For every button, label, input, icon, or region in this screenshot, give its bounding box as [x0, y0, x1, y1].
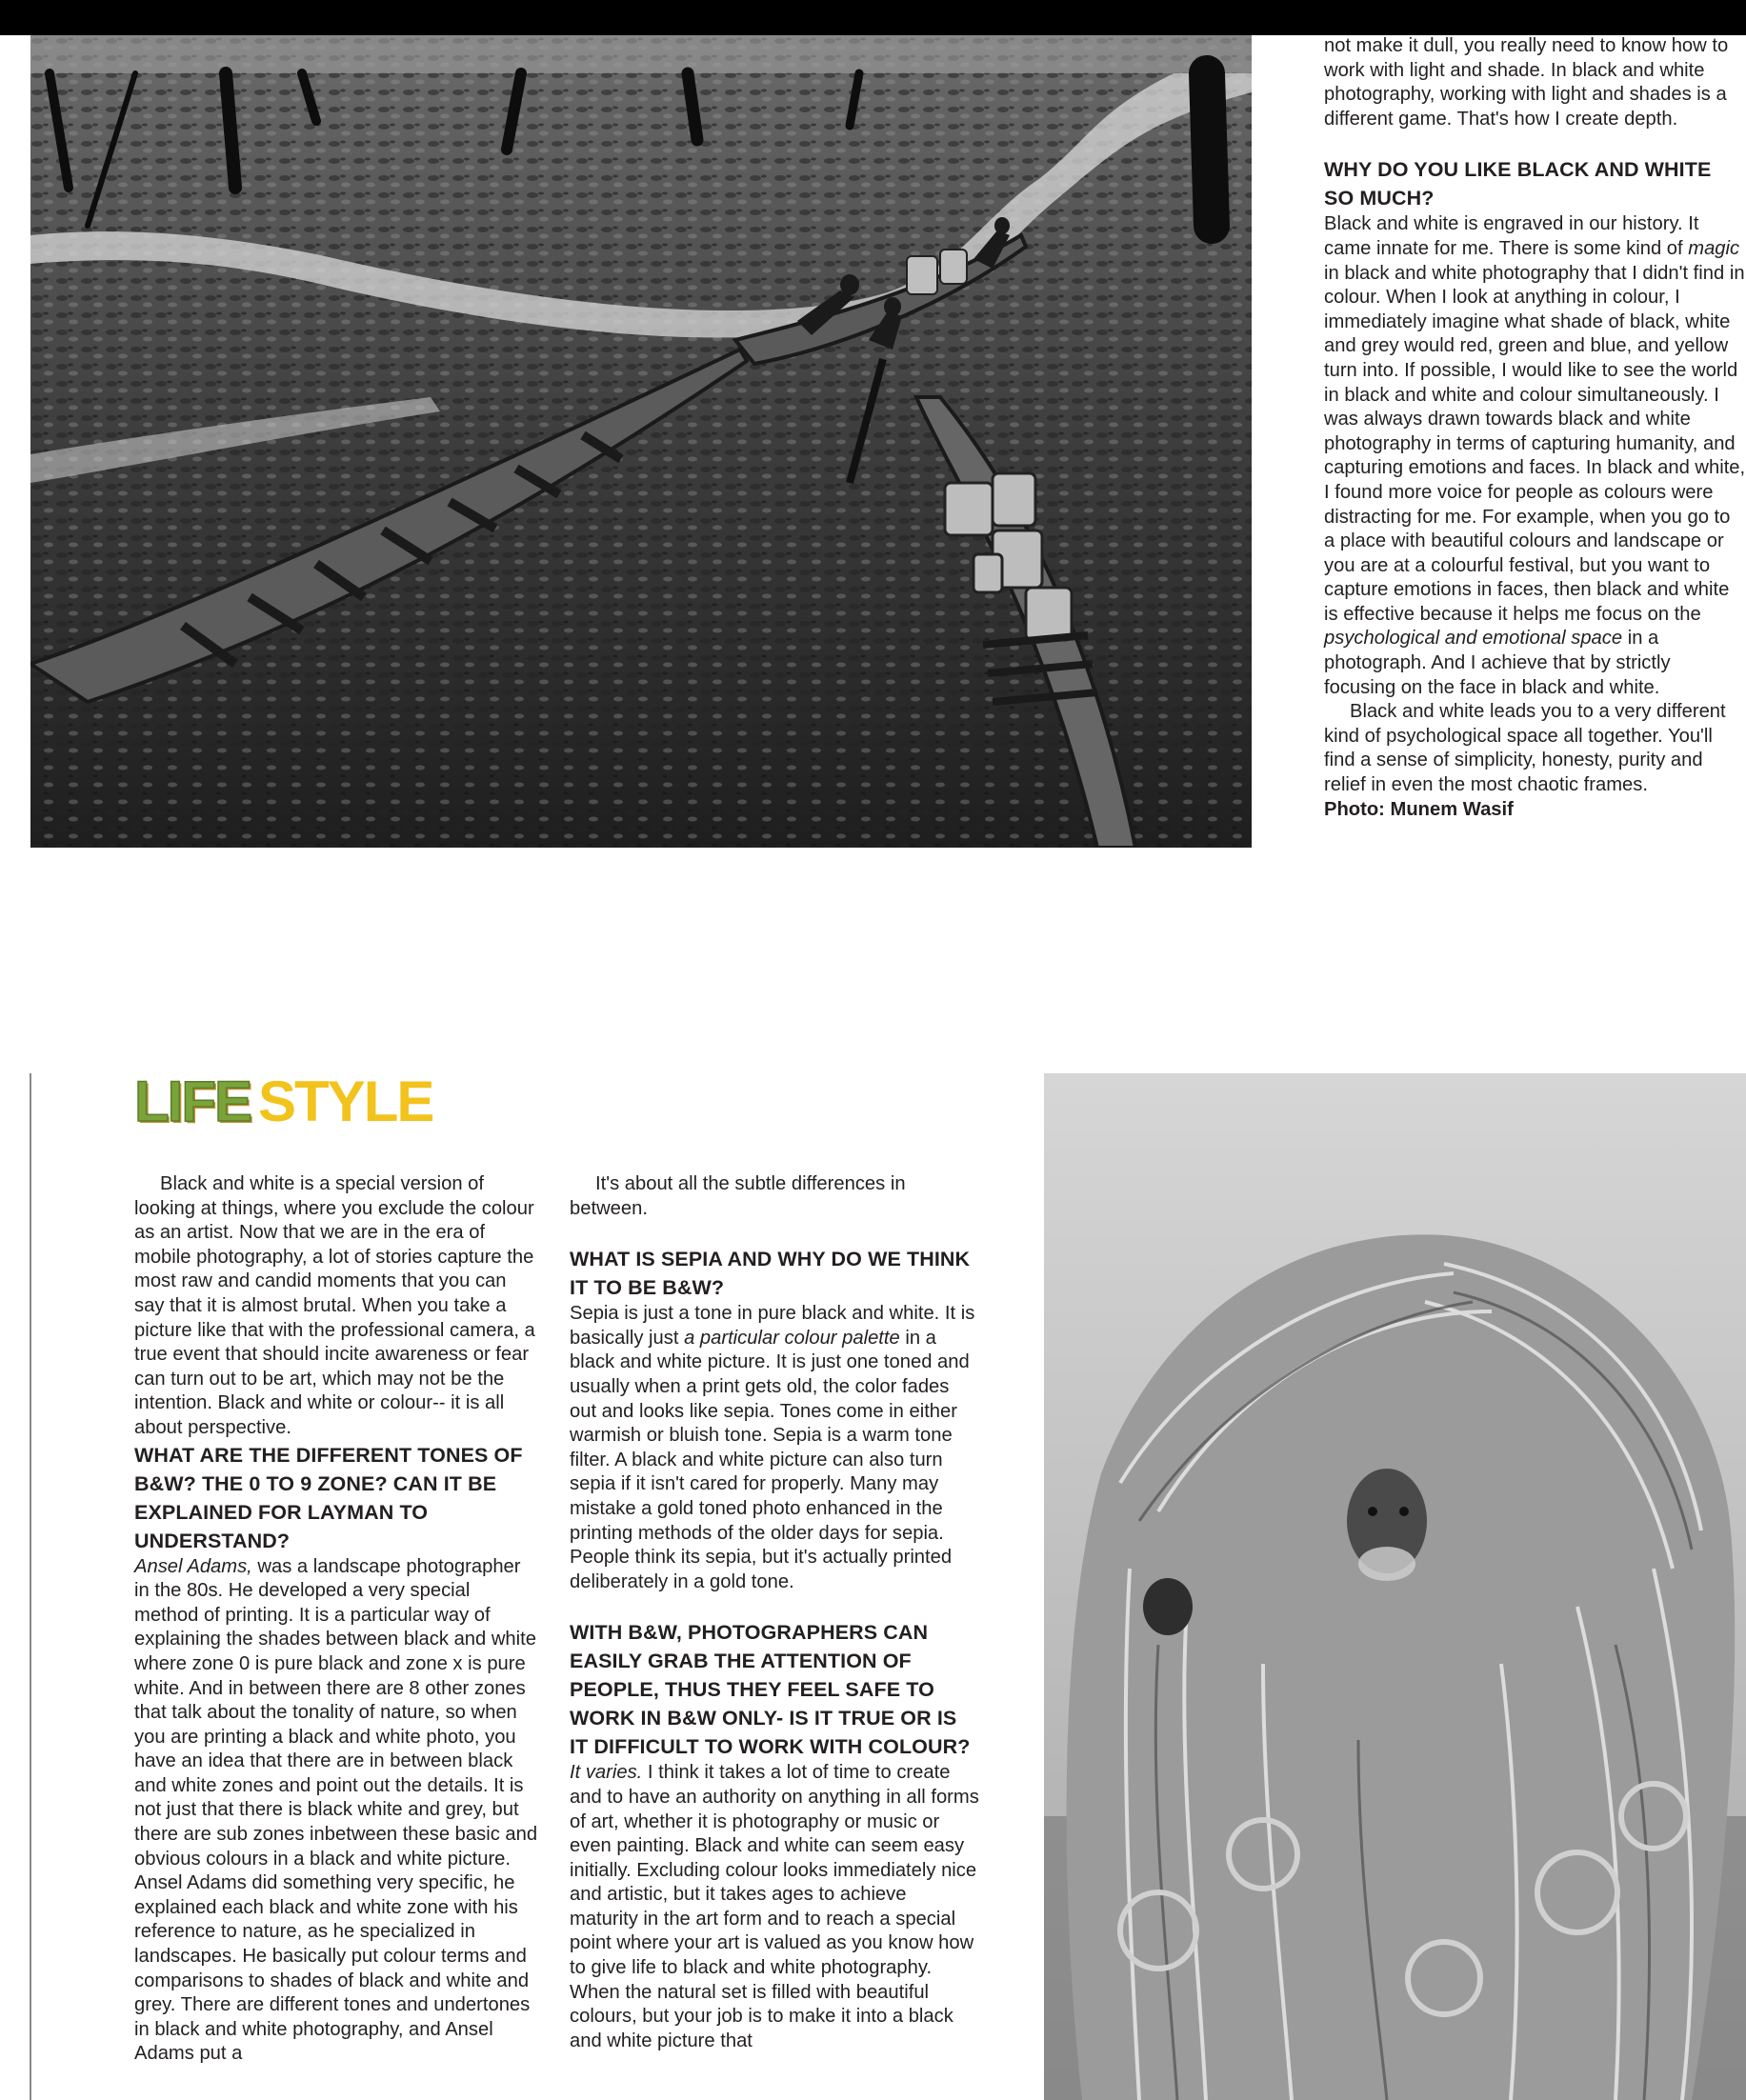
lifestyle-logo: [134, 1069, 432, 1131]
photo-credit: Photo: Munem Wasif: [1324, 798, 1514, 820]
jute-portrait-photo: [1044, 1073, 1746, 2100]
paragraph: It's about all the subtle differences in between.: [570, 1173, 906, 1219]
answer-paragraph: Black and white is engraved in our history. It came innate for me. There is some kind of magic in black and white photography that I didn't find in colour. When I look at anything in colour, I immediately imagine what shade of black, white and grey would red, green and blue, and yellow turn into. If possible, I would like to see the world in black and white and colour simultaneously. I was always drawn towards black and white photography in terms of capturing humanity, and capturing emotions and faces. In black and white, I found more voice for people as colours were distracting for me. For example, when you go to a place with beautiful colours and landscape or you are at a colourful festival, but you want to capture emotions in faces, then black and white is effective because it helps me focus on the psychological and emotional space in a photograph. And I achieve that by strictly focusing on the face in black and white.: [1324, 213, 1746, 698]
logo-life-word: LIFE: [134, 1070, 251, 1133]
answer-paragraph: It varies. I think it takes a lot of time to create and to have an authority on anything in all forms of art, whether it is photography or music or even painting. Black and white can seem easy initially. Excluding colour looks immediately nice and artistic, but it takes ages to achieve maturity in the art form and to reach a special point where your art is valued as you know how to give life to black and white photography. When the natural set is filled with beautiful colours, but your job is to make it into a black and white picture that: [570, 1762, 979, 2051]
paragraph: Black and white leads you to a very different kind of psychological space all together. You'll find a sense of simplicity, honesty, purity and relief in even the most chaotic frames.: [1324, 701, 1726, 796]
boats-photo: [30, 35, 1252, 848]
answer-paragraph: Ansel Adams, was a landscape photographer in the 80s. He developed a very special method of printing. It is a particular way of explaining the shades between black and white where zone 0 is pure black and zone x is pure white. And in between there are 8 other zones that talk about the tonality of nature, so when you are printing a black and white photo, you have an idea that there are in between black and white zones and point out the details. It is not just that there is black white and grey, but there are sub zones inbetween these basic and obvious colours in a black and white picture. Ansel Adams did something very specific, he explained each black and white zone with his reference to nature, as he specialized in landscapes. He basically put colour terms and comparisons to shades of black and white and grey. There are different tones and undertones in black and white photography, and Ansel Adams put a: [134, 1555, 538, 2065]
page-margin-rule: [30, 1073, 31, 2100]
question-heading: WHAT ARE THE DIFFERENT TONES OF B&W? THE 0 TO 9 ZONE? CAN IT BE EXPLAINED FOR LAYMAN TO UNDERSTAND?: [134, 1443, 523, 1552]
question-heading: WHAT IS SEPIA AND WHY DO WE THINK IT TO BE B&W?: [570, 1248, 971, 1300]
top-right-text-column: [1324, 34, 1746, 822]
middle-text-column: [570, 1172, 979, 2053]
logo-style-word: STYLE: [258, 1070, 433, 1133]
page-top-band: [0, 0, 1746, 35]
intro-paragraph: Black and white is a special version of looking at things, where you exclude the colour as an artist. Now that we are in the era of mobile photography, a lot of stories capture the most raw and candid moments that you can say that it is almost brutal. When you take a picture like that with the professional camera, a true event that should incite awareness or fear can turn out to be art, which may not be the intention. Black and white or colour-- it is all about perspective.: [134, 1173, 535, 1438]
jute-photo-illustration: [1044, 1073, 1746, 2100]
question-heading: WITH B&W, PHOTOGRAPHERS CAN EASILY GRAB THE ATTENTION OF PEOPLE, THUS THEY FEEL SAFE TO WORK IN B&W ONLY- IS IT TRUE OR IS IT DIFFICULT TO WORK WITH COLOUR?: [570, 1621, 971, 1759]
left-text-column: [134, 1172, 539, 2067]
paragraph: not make it dull, you really need to know how to work with light and shade. In black and white photography, working with light and shades is a different game. That's how I create depth.: [1324, 35, 1729, 130]
answer-paragraph: Sepia is just a tone in pure black and white. It is basically just a particular colour palette in a black and white picture. It is just one toned and usually when a print gets old, the color fades out and looks like sepia. Tones come in either warmish or bluish tone. Sepia is a warm tone filter. A black and white picture can also turn sepia if it isn't cared for properly. Many may mistake a gold toned photo enhanced in the printing methods of the older days for sepia. People think its sepia, but it's actually printed deliberately in a gold tone.: [570, 1303, 975, 1592]
boats-photo-illustration: [30, 35, 1252, 848]
question-heading: WHY DO YOU LIKE BLACK AND WHITE SO MUCH?: [1324, 158, 1712, 210]
